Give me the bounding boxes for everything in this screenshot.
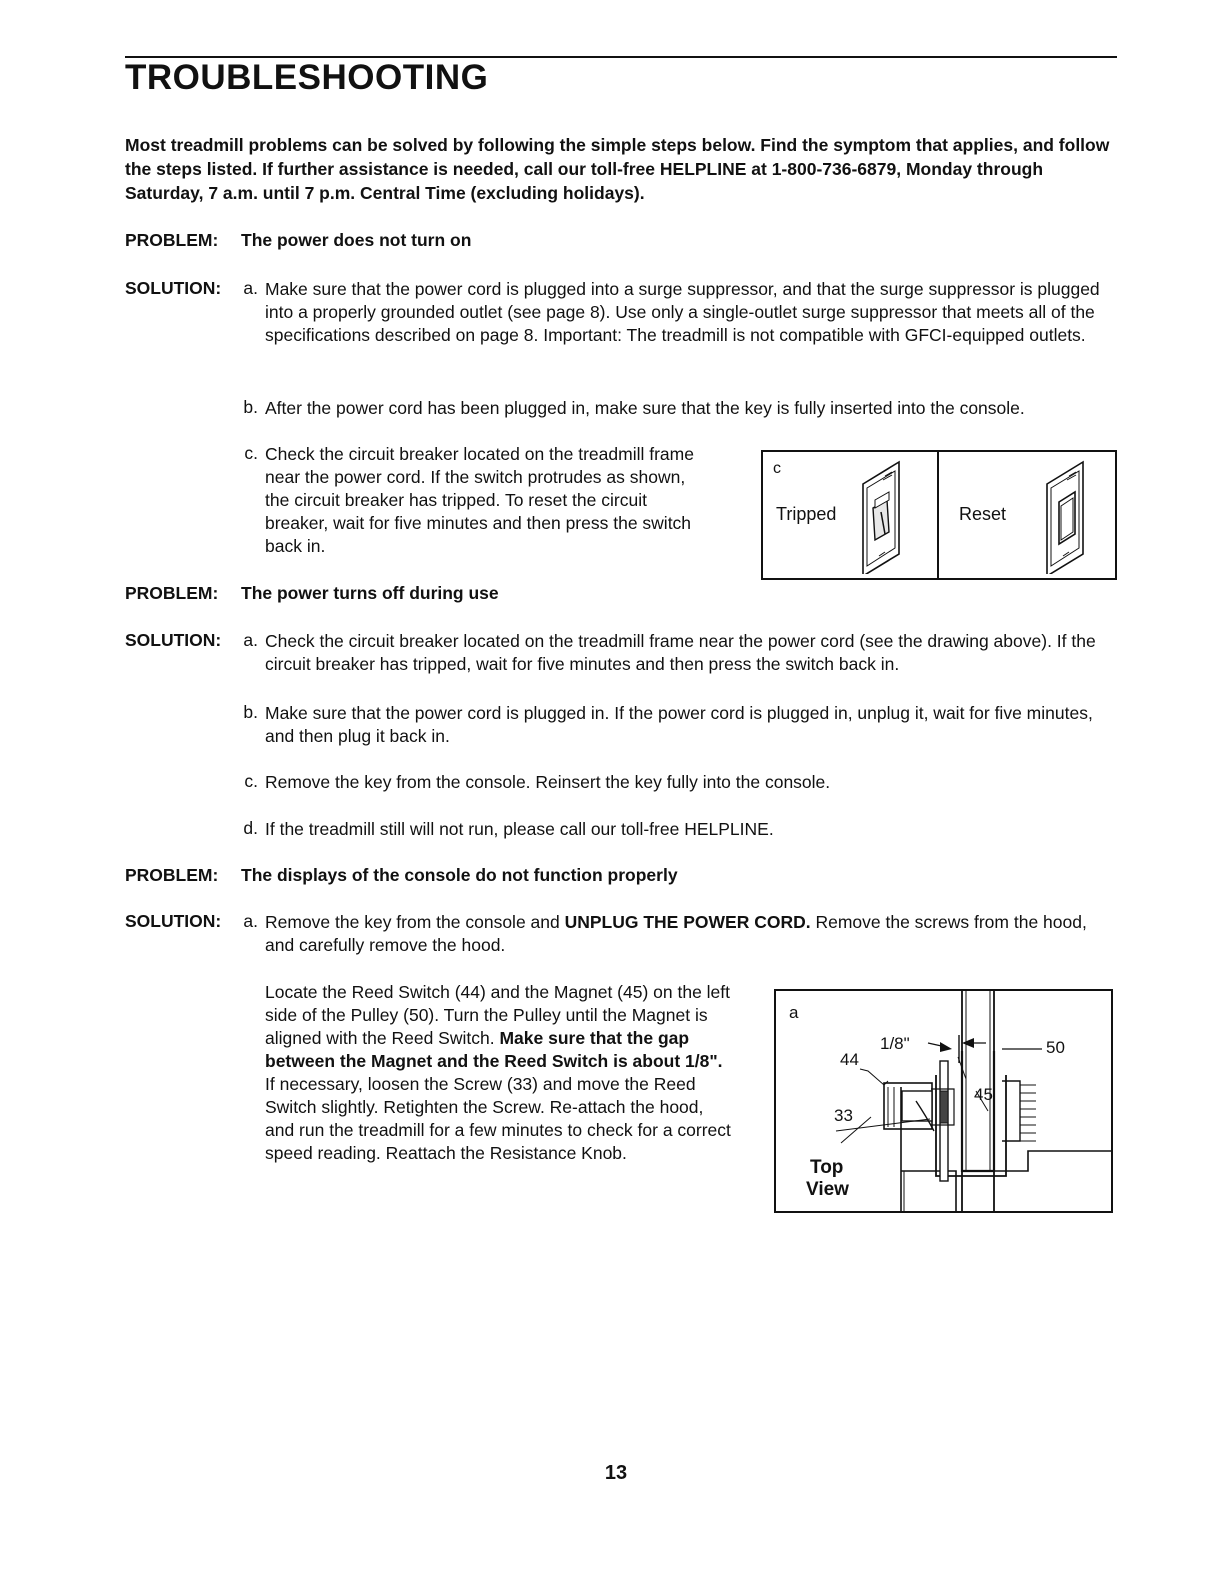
problem-label: PROBLEM:	[125, 230, 219, 250]
solution-letter: a.	[243, 278, 258, 298]
gap-requirement: Make sure that the gap between the Magnet and the Reed Switch is about 1/8".	[265, 1028, 723, 1071]
problem-3-solution-a	[265, 911, 1115, 957]
problem-1-solution-b: After the power cord has been plugged in, make sure that the key is fully inserted into the console.	[265, 398, 1025, 418]
reed-switch-instructions	[265, 981, 735, 1165]
screw-callout: 33	[834, 1106, 853, 1125]
solution-label: SOLUTION:	[125, 630, 222, 650]
solution-text: Remove the key from the console and	[265, 912, 565, 932]
problem-2-solution-b: Make sure that the power cord is plugged in. If the power cord is plugged in, unplug it, wait for five minutes, and then plug it back in.	[265, 703, 1093, 746]
figure-letter: a	[789, 1003, 799, 1022]
solution-letter: d.	[243, 818, 258, 838]
problem-1-solution-c: Check the circuit breaker located on the treadmill frame near the power cord. If the switch protrudes as shown, the circuit breaker has tripped. To reset the circuit breaker, wait for five minutes and then press the switch back in.	[265, 444, 694, 556]
reed-switch-callout: 44	[840, 1050, 859, 1069]
view-label-line1: Top	[810, 1157, 844, 1178]
solution-text: Remove the screws from the hood, and carefully remove the hood.	[265, 912, 1087, 955]
problem-label: PROBLEM:	[125, 865, 219, 885]
solution-letter: b.	[243, 397, 258, 417]
tripped-switch-drawing	[859, 456, 911, 574]
problem-2-title: The power turns off during use	[241, 583, 499, 603]
solution-letter: c.	[244, 771, 258, 791]
solution-letter: a.	[243, 630, 258, 650]
solution-label: SOLUTION:	[125, 278, 222, 298]
reset-label: Reset	[959, 504, 1007, 524]
reed-switch-diagram	[776, 991, 1111, 1211]
problem-3-title: The displays of the console do not function properly	[241, 865, 678, 885]
problem-1-solution-a: Make sure that the power cord is plugged into a surge suppressor, and that the surge suppressor is plugged into a properly grounded outlet (see page 8). Use only a single-outlet surge suppressor that meets all of the specifications described on page 8. Important: The treadmill is not compatible with GFCI-equipped outlets.	[265, 279, 1100, 345]
problem-1-title: The power does not turn on	[241, 230, 472, 250]
instruction-text: If necessary, loosen the Screw (33) and move the Reed Switch slightly. Retighten the Screw. Re-attach the hood, and run the treadmill for a few minutes to check for a correct speed reading. Reattach the Resistance Knob.	[265, 1074, 731, 1163]
solution-letter: b.	[243, 702, 258, 722]
page-number: 13	[604, 1462, 628, 1484]
solution-letter: c.	[244, 443, 258, 463]
reset-switch-drawing	[1043, 456, 1095, 574]
pulley-callout: 50	[1046, 1038, 1065, 1057]
problem-2-solution-d: If the treadmill still will not run, please call our toll-free HELPLINE.	[265, 819, 774, 839]
solution-letter: a.	[243, 911, 258, 931]
reed-switch-figure	[774, 989, 1113, 1213]
page-title: TROUBLESHOOTING	[125, 58, 489, 97]
solution-label: SOLUTION:	[125, 911, 222, 931]
instruction-text: Locate the Reed Switch (44) and the Magnet (45) on the left side of the Pulley (50). Turn the Pulley until the Magnet is aligned with the Reed Switch.	[265, 982, 731, 1048]
problem-2-solution-a: Check the circuit breaker located on the treadmill frame near the power cord (see the drawing above). If the circuit breaker has tripped, wait for five minutes and then press the switch back in.	[265, 631, 1096, 674]
intro-paragraph: Most treadmill problems can be solved by following the simple steps below. Find the symptom that applies, and follow the steps listed. If further assistance is needed, call our toll-free HELPLINE at 1-800-736-6879, Monday through Saturday, 7 a.m. until 7 p.m. Central Time (excluding holidays).	[125, 135, 1110, 203]
view-label-line2: View	[806, 1179, 849, 1200]
gap-callout: 1/8"	[880, 1034, 910, 1053]
circuit-breaker-figure	[761, 450, 1117, 580]
tripped-label: Tripped	[776, 504, 837, 524]
problem-2-solution-c: Remove the key from the console. Reinsert the key fully into the console.	[265, 772, 831, 792]
unplug-warning: UNPLUG THE POWER CORD.	[564, 912, 811, 932]
magnet-callout: 45	[974, 1085, 993, 1104]
figure-divider	[937, 452, 939, 578]
problem-label: PROBLEM:	[125, 583, 219, 603]
figure-letter: c	[773, 460, 781, 477]
